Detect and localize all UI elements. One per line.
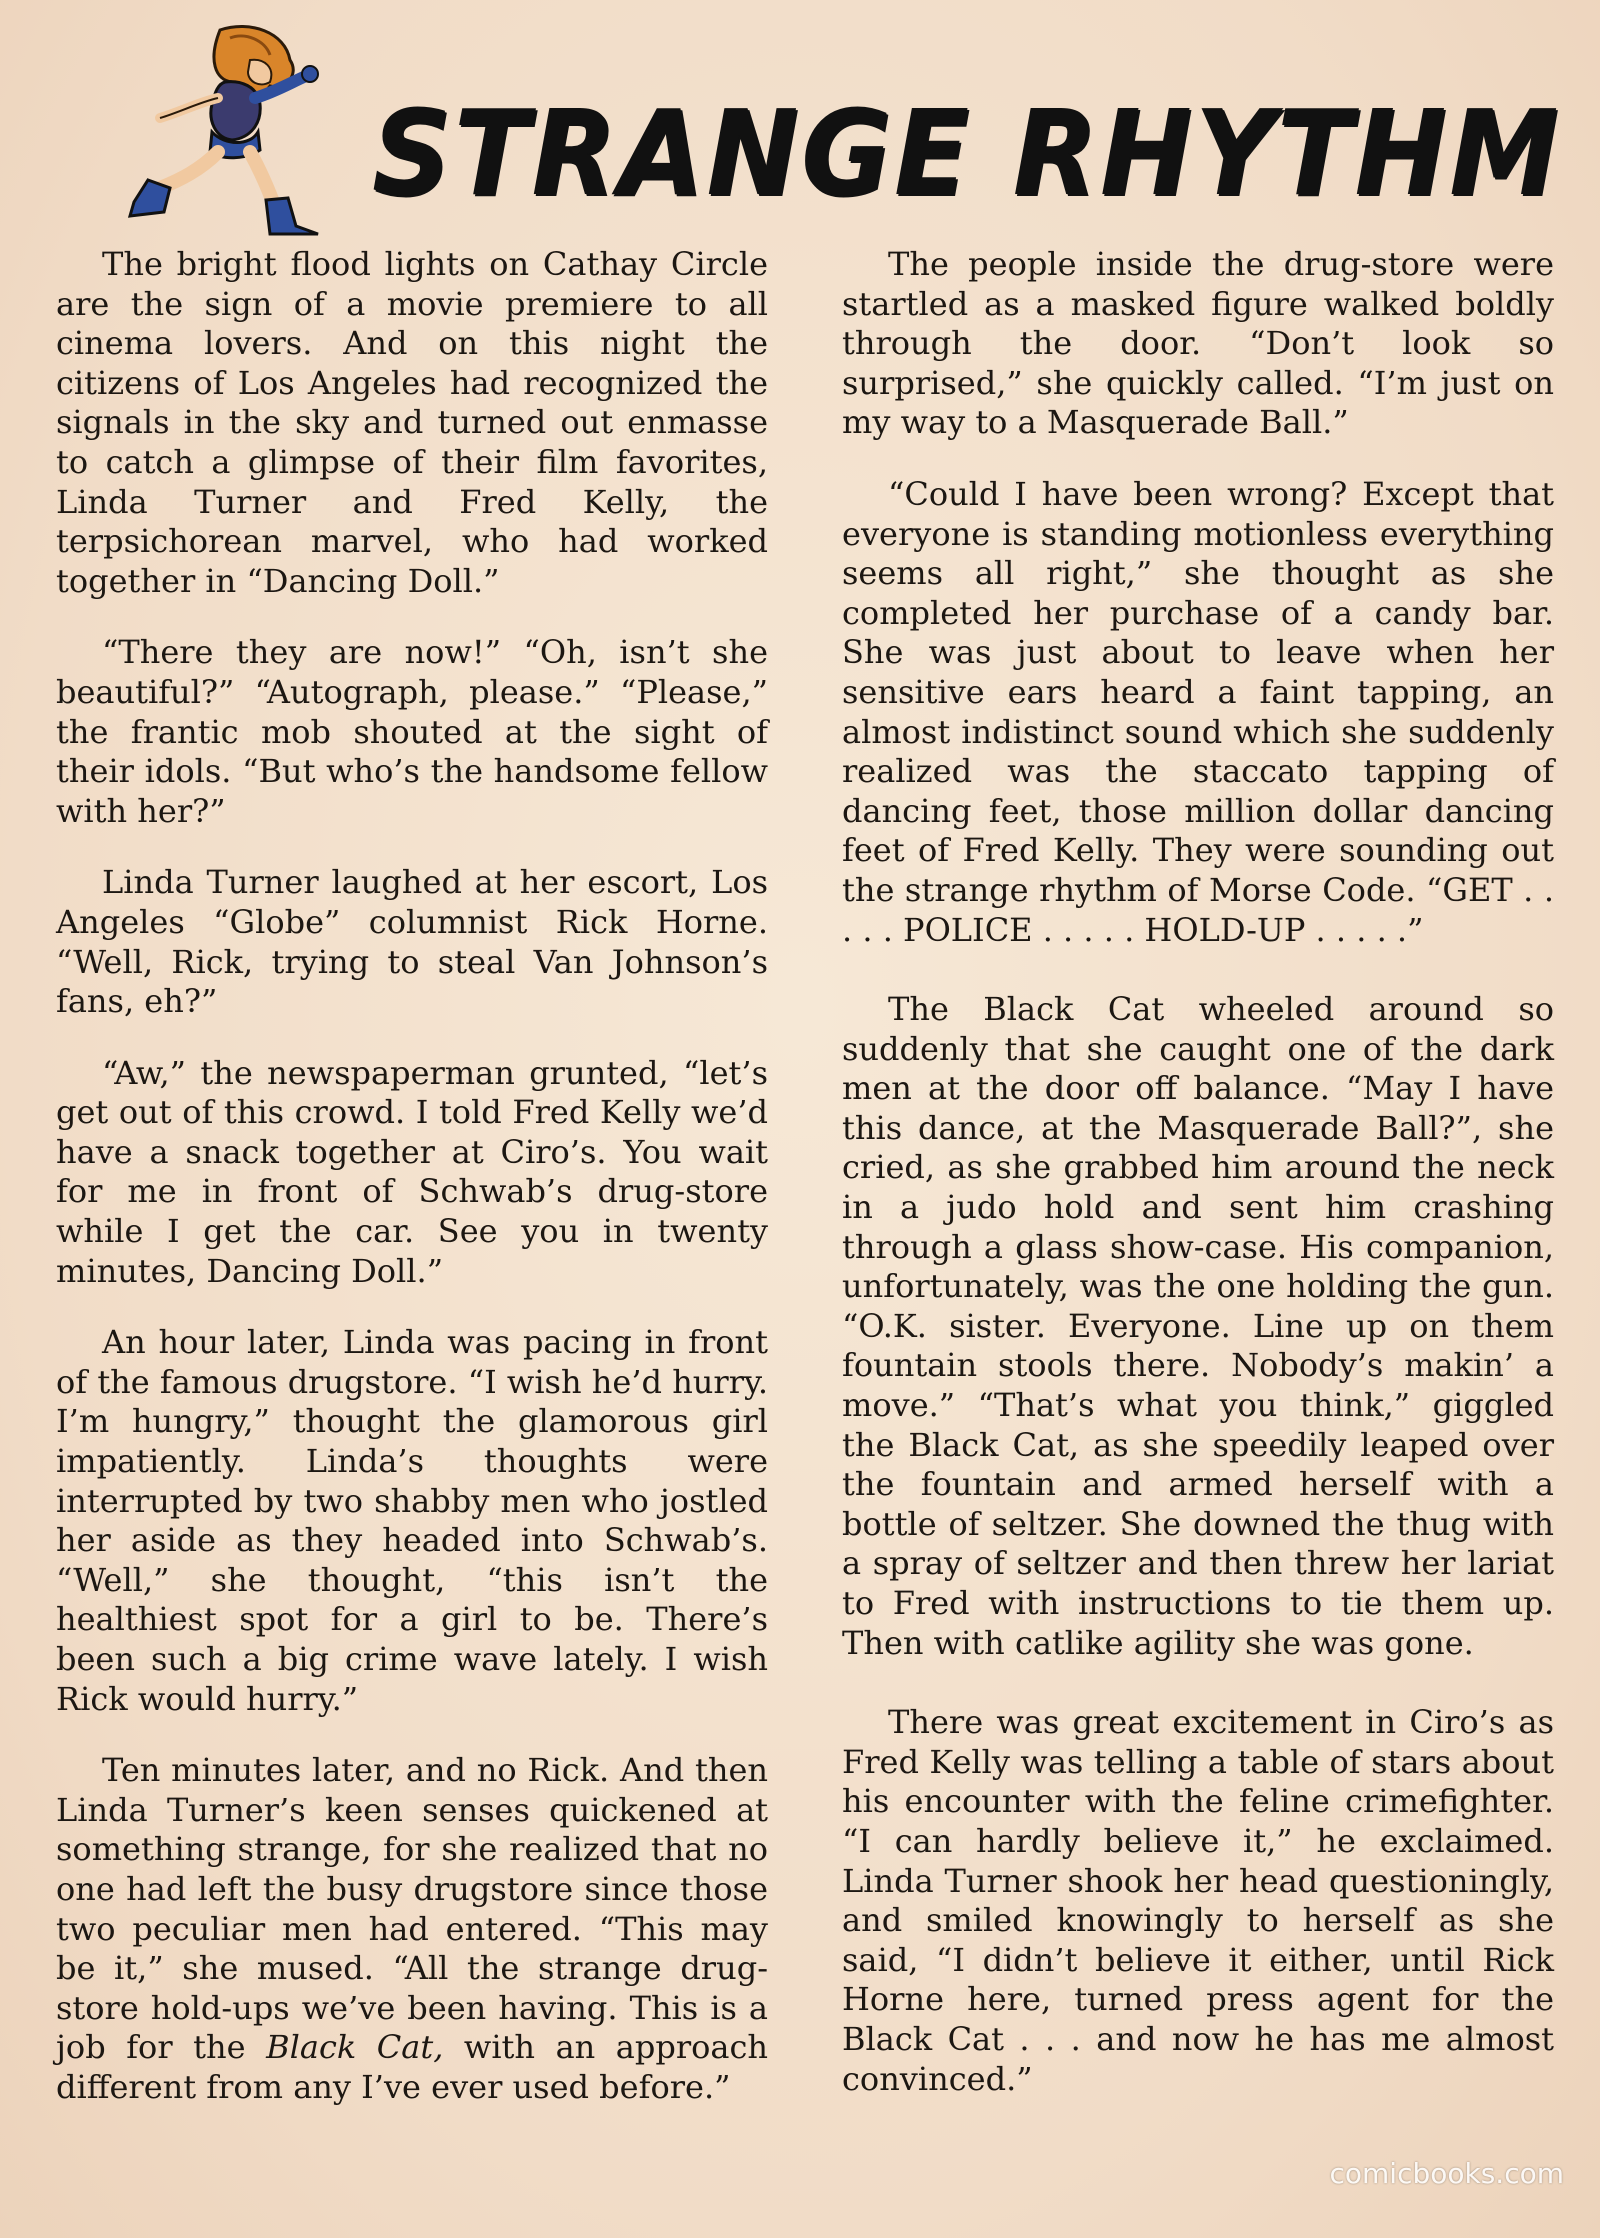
- left-column: [56, 245, 768, 2140]
- story-paragraph: An hour later, Linda was pacing in front of the famous drugstore. “I wish he’d hurry. I’m hungry,” thought the glamorous girl impatiently. Linda’s thoughts were interrupted by two shabby men who jostled her aside as they headed into Schwab’s. “Well,” she thought, “this isn’t the healthiest spot for a girl to be. There’s been such a big crime wave lately. I wish Rick would hurry.”: [56, 1323, 768, 1718]
- story-paragraph: There was great excitement in Ciro’s as Fred Kelly was telling a table of stars about his encounter with the feline crimefighter. “I can hardly believe it,” he exclaimed. Linda Turner shook her head questioningly, and smiled knowingly to herself as she said, “I didn’t believe it either, until Rick Horne here, turned press agent for the Black Cat . . . and now he has me almost convinced.”: [842, 1703, 1554, 2098]
- story-paragraph: Linda Turner laughed at her escort, Los Angeles “Globe” columnist Rick Horne. “Well, Rick, trying to steal Van Johnson’s fans, eh?”: [56, 863, 768, 1021]
- paragraph-text: with an approach different from any I’ve ever used before.”: [56, 2028, 769, 2106]
- story-paragraph: The bright flood lights on Cathay Circle are the sign of a movie premiere to all cinema lovers. And on this night the citizens of Los Angeles had recognized the signals in the sky and turned out enmasse to catch a glimpse of their film favorites, Linda Turner and Fred Kelly, the terpsichorean marvel, who had worked together in “Dancing Doll.”: [56, 245, 768, 600]
- story-paragraph: The people inside the drug-store were startled as a masked figure walked boldly through the door. “Don’t look so surprised,” she quickly called. “I’m just on my way to a Masquerade Ball.”: [842, 245, 1554, 442]
- story-paragraph: The Black Cat wheeled around so suddenly that she caught one of the dark men at the door off balance. “May I have this dance, at the Masquerade Ball?”, she cried, as she grabbed him around the neck in a judo hold and sent him crashing through a glass show-case. His companion, unfortunately, was the one holding the gun. “O.K. sister. Everyone. Line up on them fountain stools there. Nobody’s makin’ a move.” “That’s what you think,” giggled the Black Cat, as she speedily leaped over the fountain and armed herself with a bottle of seltzer. She downed the thug with a spray of seltzer and then threw her lariat to Fred with instructions to tie them up. Then with catlike agility she was gone.: [842, 990, 1554, 1662]
- story-header: [90, 20, 1570, 245]
- site-watermark: comicbooks.com: [1329, 2157, 1564, 2190]
- story-paragraph: [56, 1751, 768, 2107]
- story-paragraph: “Aw,” the newspaperman grunted, “let’s get out of this crowd. I told Fred Kelly we’d have a snack together at Ciro’s. You wait for me in front of Schwab’s drug-store while I get the car. See you in twenty minutes, Dancing Doll.”: [56, 1053, 768, 1290]
- right-column: [842, 245, 1554, 2131]
- story-title: STRANGE RHYTHM: [372, 84, 1562, 222]
- black-cat-italic: Black Cat,: [266, 2028, 444, 2067]
- running-heroine-icon: [100, 20, 340, 245]
- story-paragraph: “There they are now!” “Oh, isn’t she beautiful?” “Autograph, please.” “Please,” the frantic mob shouted at the sight of their idols. “But who’s the handsome fellow with her?”: [56, 633, 768, 830]
- paragraph-text: Ten minutes later, and no Rick. And then Linda Turner’s keen senses quickened at something strange, for she realized that no one had left the busy drugstore since those two peculiar men had entered. “This may be it,” she mused. “All the strange drug-store hold-ups we’ve been having. This is a job for the: [56, 1751, 768, 2067]
- story-paragraph: “Could I have been wrong? Except that everyone is standing motionless everything seems all right,” she thought as she completed her purchase of a candy bar. She was just about to leave when her sensitive ears heard a faint tapping, an almost indistinct sound which she suddenly realized was the staccato tapping of dancing feet, those million dollar dancing feet of Fred Kelly. They were sounding out the strange rhythm of Morse Code. “GET . . . . . POLICE . . . . . HOLD-UP . . . . .”: [842, 474, 1554, 949]
